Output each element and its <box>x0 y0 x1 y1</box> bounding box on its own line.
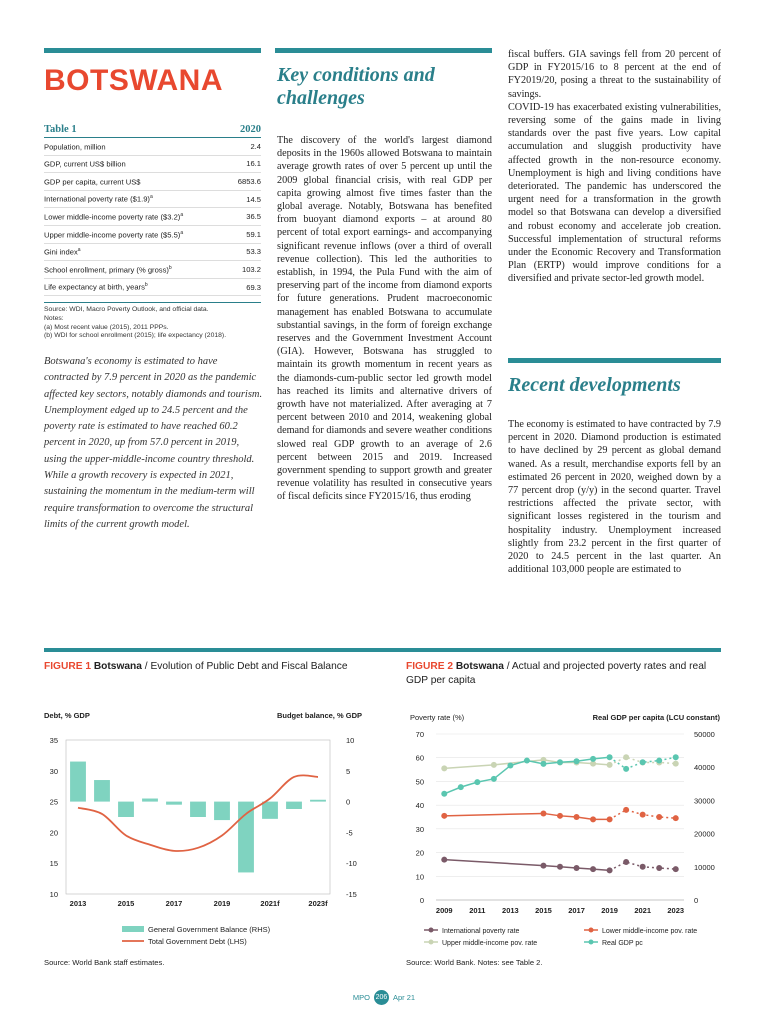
footer-date: Apr 21 <box>392 993 416 1002</box>
table-row-value: 59.1 <box>246 229 261 239</box>
x-tick-label: 2013 <box>69 899 87 908</box>
legend-label: Upper middle-income pov. rate <box>442 940 538 947</box>
table-row-value: 103.2 <box>241 264 261 274</box>
data-point <box>441 813 447 819</box>
key-conditions-text-col1: The discovery of the world's largest diamond deposits in the 1960s allowed Botswana to maintain average growth rates of over 5 percent up until the 2009 global financial crisis, with real GDP per capita growing almost five times faster than the global average. Notably, Botswana has benefited from buoyant diamond exports – at around 80 percent of total export earnings- and accompanying significant revenue inflows (over a third of overall revenue collection). This led the authorities to establish, in 1994, the Pula Fund with the aim of preserving part of the income from diamond exports for future generations. Prudent macroeconomic management has enabled Botswana to accumulate substantial savings, in the form of foreign exchange reserves and the Government Investment Account (GIA). However, Botswana has struggled to maintain its growth momentum in recent years as the diamonds-cum-public sector led growth model has reached its limits and alternative drivers of growth have not materialized. After averaging at 7 percent between 2010 and 2014, weakening global demand for diamonds and severe weather conditions slowed real GDP growth to an average of 2.6 percent between 2015 and 2019. Increased government spending to support growth and greater revenue volatility has resulted in consecutive years of fiscal deficits since FY2015/16, thus eroding <box>277 135 492 503</box>
balance-bar <box>190 802 206 817</box>
table-row-value: 16.1 <box>246 159 261 169</box>
legend-swatch-balance <box>122 926 144 932</box>
x-tick-label: 2017 <box>165 899 183 908</box>
table-row-label: Population, million <box>44 142 106 152</box>
balance-bar <box>214 802 230 820</box>
figure2-title: FIGURE 2 Botswana / Actual and projected poverty rates and real GDP per capita <box>406 661 707 686</box>
y-tick-label-right: -5 <box>346 828 353 838</box>
y-tick-label-right: 10 <box>346 736 355 745</box>
data-point <box>607 754 613 760</box>
table-row-label: GDP per capita, current US$ <box>44 177 141 187</box>
y-axis-label-right: Real GDP per capita (LCU constant) <box>592 713 720 722</box>
legend-label-balance: General Government Balance (RHS) <box>148 925 271 934</box>
data-point <box>607 762 613 768</box>
table-row <box>44 279 261 297</box>
legend-marker <box>589 928 594 933</box>
table-row-label: International poverty rate ($1.9)$^a$ <box>44 194 153 204</box>
x-tick-label: 2019 <box>601 906 618 915</box>
lead-summary: Botswana's economy is estimated to have contracted by 7.9 percent in 2020 as the pandemic affected key sectors, notably diamonds and tourism. Unemployment edged up to 24.5 percent and the poverty rate is estimated to have reached 60.2 percent in 2020, up from 57.0 percent in 2019, using the upper-middle-income country threshold. While a growth recovery is expected in 2021, sustaining the momentum in the medium-term will require transformation to overcome the structural limits of the current growth model. <box>44 356 263 530</box>
data-point <box>590 866 596 872</box>
table-row-label: Gini index$^a$ <box>44 247 81 257</box>
y-tick-label-left: 35 <box>49 736 58 745</box>
table-row <box>44 244 261 262</box>
balance-bar <box>238 802 254 873</box>
y-tick-label-right: 50000 <box>694 730 715 739</box>
key-indicators-table <box>44 124 261 341</box>
data-point <box>441 791 447 797</box>
header-rule-right <box>508 358 721 363</box>
data-point <box>540 863 546 869</box>
data-point <box>540 761 546 767</box>
data-point <box>607 816 613 822</box>
x-tick-label: 2015 <box>117 899 135 908</box>
section-heading-key-conditions: Key conditions and challenges <box>277 64 435 109</box>
balance-bar <box>286 802 302 809</box>
table-row <box>44 208 261 226</box>
table-title: Table 1 <box>44 124 77 135</box>
y-tick-label-left: 60 <box>415 753 424 763</box>
table-row-label: Upper middle-income poverty rate ($5.5)$^a$ <box>44 229 184 240</box>
data-point <box>673 815 679 821</box>
legend-label-debt: Total Government Debt (LHS) <box>148 937 247 946</box>
data-point <box>656 814 662 820</box>
x-tick-label: 2017 <box>568 906 585 915</box>
header-rule-mid <box>275 48 492 53</box>
data-point <box>607 867 613 873</box>
y-tick-label-left: 20 <box>415 848 424 858</box>
data-point <box>540 810 546 816</box>
y-tick-label-left: 30 <box>415 824 424 834</box>
figure1-title: FIGURE 1 Botswana / Evolution of Public Debt and Fiscal Balance <box>44 661 348 672</box>
x-tick-label: 2021f <box>260 899 280 908</box>
recent-developments-text: The economy is estimated to have contracted by 7.9 percent in 2020. Diamond production is estimated to have declined by 29 percent as global demand waned. As a result, merchandise exports fell by an estimated 26 percent in 2020, weighed down by a 77 percent drop (y/y) in the second quarter. Travel restrictions affected the private sector, with significant losses registered in the tourism and hospitality industry. Unemployment increased slightly from 23.2 percent in the first quarter of 2020 to 24.5 percent in the last quarter. An additional 103,000 people are estimated to <box>508 419 721 576</box>
table-row <box>44 156 261 174</box>
y-tick-label-right: 30000 <box>694 796 715 806</box>
data-point <box>673 866 679 872</box>
data-point <box>491 776 497 782</box>
series-line-international-poverty-rate <box>444 860 609 871</box>
y-tick-label-right: 0 <box>694 896 699 905</box>
table-row <box>44 138 261 156</box>
balance-bar <box>70 762 86 802</box>
data-point <box>656 865 662 871</box>
table-row <box>44 261 261 279</box>
x-tick-label: 2023 <box>667 906 685 915</box>
table-header <box>44 124 261 138</box>
data-point <box>458 784 464 790</box>
x-tick-label: 2009 <box>435 906 453 915</box>
section-heading-recent-developments: Recent developments <box>508 374 681 396</box>
table-row-value: 36.5 <box>246 212 261 222</box>
data-point <box>557 759 563 765</box>
data-point <box>640 864 646 870</box>
data-point <box>574 865 580 871</box>
data-point <box>590 756 596 762</box>
data-point <box>673 761 679 767</box>
data-point <box>574 758 580 764</box>
y-tick-label-left: 0 <box>419 896 424 905</box>
table-notes: Source: WDI, Macro Poverty Outlook, and official data. Notes: (a) Most recent value (2015), 2011 PPPs. (b) WDI for school enrollment (2015); life expectancy (2018). <box>44 302 261 340</box>
y-tick-label-left: 40 <box>415 801 424 811</box>
data-point <box>524 758 530 764</box>
y-tick-label-right: 40000 <box>694 763 715 773</box>
y-tick-label-right: 5 <box>346 766 351 776</box>
balance-bar <box>118 802 134 817</box>
data-point <box>623 807 629 813</box>
figure1-source: Source: World Bank staff estimates. <box>44 958 165 967</box>
table-row-label: GDP, current US$ billion <box>44 159 126 169</box>
y-tick-label-left: 70 <box>415 730 424 739</box>
data-point <box>574 814 580 820</box>
data-point <box>441 857 447 863</box>
y-tick-label-left: 10 <box>49 890 58 899</box>
data-point <box>491 762 497 768</box>
footer-brand: MPO <box>352 993 370 1002</box>
table-row-value: 6853.6 <box>237 176 261 186</box>
y-tick-label-right: 0 <box>346 797 351 807</box>
y-tick-label-left: 25 <box>49 797 58 807</box>
series-line-lower-middle-income-pov-rate <box>444 813 609 819</box>
data-point <box>557 813 563 819</box>
data-point <box>673 754 679 760</box>
table-row <box>44 191 261 209</box>
header-rule-left <box>44 48 261 53</box>
table-row-value: 69.3 <box>246 282 261 292</box>
page-number: 206 <box>374 990 389 1005</box>
balance-bar <box>262 802 278 819</box>
legend-marker <box>429 940 434 945</box>
x-tick-label: 2023f <box>308 899 328 908</box>
table-row-value: 2.4 <box>250 141 261 151</box>
table-row-label: Life expectancy at birth, years$^b$ <box>44 282 148 292</box>
y-tick-label-left: 30 <box>49 766 58 776</box>
page-title: BOTSWANA <box>44 64 223 97</box>
balance-bar <box>94 780 110 802</box>
balance-bar <box>310 800 326 802</box>
y-tick-label-right: 20000 <box>694 829 715 839</box>
table-year: 2020 <box>240 124 261 135</box>
figures-rule <box>44 648 721 652</box>
y-tick-label-left: 20 <box>49 828 58 838</box>
table-row-label: School enrollment, primary (% gross)$^b$ <box>44 264 172 275</box>
y-axis-label-left: Poverty rate (%) <box>410 713 465 722</box>
data-point <box>623 754 629 760</box>
table-row-label: Lower middle-income poverty rate ($3.2)$^a$ <box>44 211 184 222</box>
y-axis-label-left: Debt, % GDP <box>44 711 90 720</box>
y-tick-label-left: 50 <box>415 777 424 787</box>
x-tick-label: 2019 <box>213 899 231 908</box>
figure2-chart <box>402 704 730 959</box>
legend-marker <box>429 928 434 933</box>
figure2-source: Source: World Bank. Notes: see Table 2. <box>406 958 543 967</box>
data-point <box>474 779 480 785</box>
y-tick-label-right: -10 <box>346 859 357 869</box>
legend-label: Lower middle-income pov. rate <box>602 928 698 935</box>
data-point <box>640 812 646 818</box>
key-conditions-text-col2: fiscal buffers. GIA savings fell from 20 percent of GDP in FY2015/16 to 8 percent at the end of FY2019/20, posing a threat to the sustainability of savings. COVID-19 has exacerbated existing vulnerabilities, reversing some of the gains made in living standards over the past five years. Low capital accumulation and sluggish productivity have affected growth in the non-resource economy. Unemployment is high and living conditions have deteriorated. The pandemic has underscored the urgent need for a transformation in the growth model so that Botswana can develop a diversified and robust economy and accelerate job creation. Successful implementation of structural reforms under the Economic Recovery and Transformation Plan (ERTP) would improve conditions for a diversified and private sector-led growth model. <box>508 49 721 285</box>
data-point <box>623 766 629 772</box>
table-row-value: 14.5 <box>246 194 261 204</box>
y-axis-label-right: Budget balance, % GDP <box>276 711 362 720</box>
data-point <box>640 759 646 765</box>
data-point <box>441 765 447 771</box>
page-footer <box>0 990 768 1005</box>
y-tick-label-right: 10000 <box>694 862 715 872</box>
x-tick-label: 2021 <box>634 906 652 915</box>
legend-marker <box>589 940 594 945</box>
balance-bar <box>142 799 158 802</box>
y-tick-label-left: 15 <box>49 859 58 869</box>
x-tick-label: 2015 <box>535 906 552 915</box>
table-row <box>44 226 261 244</box>
data-point <box>656 758 662 764</box>
data-point <box>557 864 563 870</box>
x-tick-label: 2013 <box>502 906 519 915</box>
balance-bar <box>166 802 182 805</box>
data-point <box>590 816 596 822</box>
y-tick-label-left: 10 <box>415 872 424 882</box>
table-row-value: 53.3 <box>246 247 261 257</box>
figure1-chart <box>40 704 370 959</box>
x-tick-label: 2011 <box>469 906 486 915</box>
data-point <box>623 859 629 865</box>
table-row <box>44 173 261 191</box>
legend-label: International poverty rate <box>442 928 520 935</box>
data-point <box>507 763 513 769</box>
legend-label: Real GDP pc <box>602 940 643 947</box>
y-tick-label-right: -15 <box>346 890 357 899</box>
